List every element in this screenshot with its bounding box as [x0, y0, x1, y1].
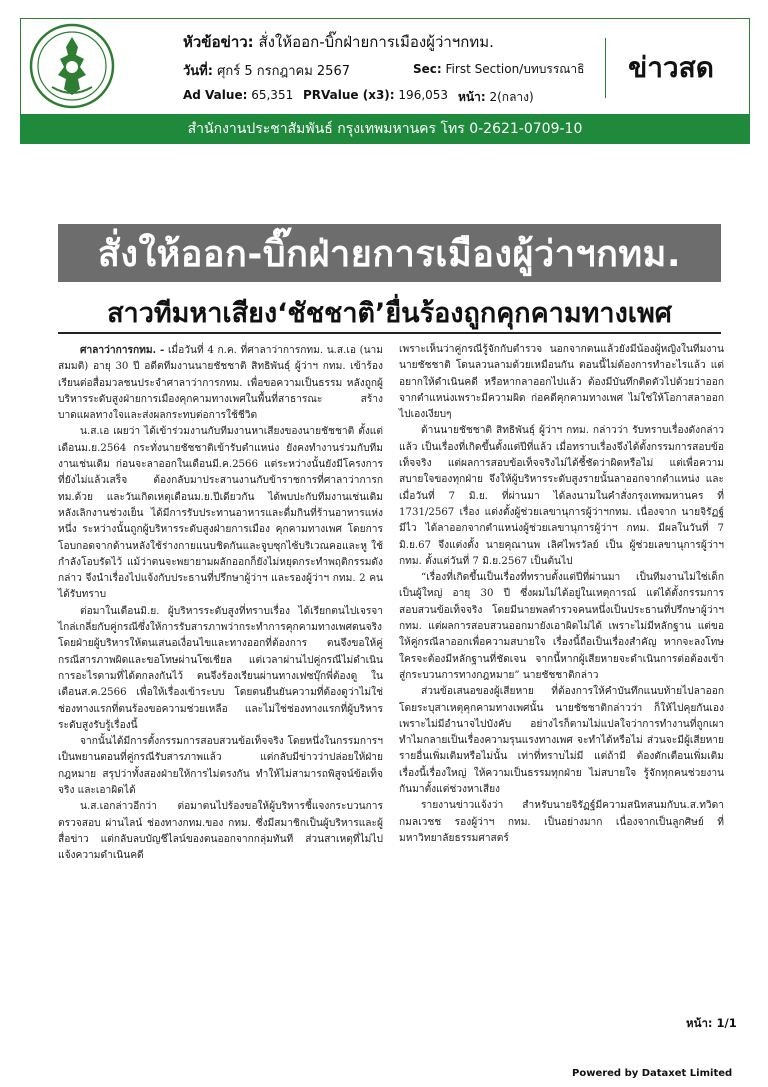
paragraph: น.ส.เอ เผยว่า ได้เข้าร่วมงานกับทีมงานหาเสียงของนายชัชชาติ ตั้งแต่เดือนม.ย.2564 กระทั่งนายชัชชาติเข้ารับตำแหน่ง ยังคงทำงานร่วมกับทีมงานเช่นเดิม ก่อนจะลาออกในเดือนมี.ค.2566 แต่ระหว่างนั้นยังมีโครงการที่ยังไม่แล้วเสร็จ ต้องกลับมาประสานงานกับข้าราชการที่ศาลาว่าการกทม.ด้วย และวันเกิดเหตุเดือนม.ย.ปีเดียวกัน ได้พบปะกับทีมงานเช่นเดิม หลังเลิกงานช่วงเย็น ได้มีการรับประทานอาหารและดื่มกินที่ร้านอาหารแห่งหนึ่ง ระหว่างนั้นถูกผู้บริหารระดับสูงฝ่ายการเมือง คุกคามทางเพศ โดยการโอบกอดจากด้านหลังใช้ร่างกายแนบชิดกันและจูบซุกไซ้บริเวณคอและหู ใช้กำลังโอบรัดไว้ แม้ว่าตนจะพยายามผลักออกก็ยังไม่หยุดกระทำพฤติกรรมดังกล่าว จึงนำเรื่องไปแจ้งกับประธานที่ปรึกษาผู้ว่าฯ และรองผู้ว่าฯ กทม. 2 คนได้รับทราบ: [58, 426, 383, 601]
ad-value: 65,351: [251, 88, 294, 102]
article-subheadline: สาวทีมหาเสียง‘ชัชชาติ’ยื่นร้องถูกคุกคามทางเพศ: [58, 292, 721, 334]
office-contact-bar: สำนักงานประชาสัมพันธ์ กรุงเทพมหานคร โทร 0-2621-0709-10: [20, 114, 750, 144]
pr-value-label: PRValue (x3):: [303, 88, 395, 102]
paragraph: ต่อมาในเดือนมิ.ย. ผู้บริหารระดับสูงที่ทราบเรื่อง ได้เรียกตนไปเจรจาไกล่เกลี่ยกับคู่กรณีซึ่งให้การรับสารภาพว่ากระทำการคุกคามทางเพศตนจริง โดยฝ่ายผู้บริหารให้ตนเสนอเงื่อนไขและทางออกที่ต้องการ ตนจึงขอให้คู่กรณีสารภาพผิดและขอโทษผ่านโซเชียล แต่เวลาผ่านไปคู่กรณีไม่ดำเนินการอะไรตามที่ได้ตกลงกันไว้ ตนจึงร้องเรียนผ่านทางเฟซบุ๊กพี่ต้องดู ในเดือนส.ค.2566 เพื่อให้เรื่องเข้าระบบ โดยตนยืนยันความที่ต้องดูว่าไม่ใช่ช่องทางแรกที่ตนร้องขอความช่วยเหลือ และไม่ใช่ช่องทางแรกที่ผู้บริหารระดับสูงรับรู้เรื่องนี้: [58, 605, 383, 731]
paragraph: “เรื่องที่เกิดขึ้นเป็นเรื่องที่ทราบตั้งแต่ปีที่ผ่านมา เป็นทีมงานไม่ใช่เด็กเป็นผู้ใหญ่ อายุ 30 ปี ซึ่งผมไม่ได้อยู่ในเหตุการณ์ แต่ได้ตั้งกรรมการสอบสวนข้อเท็จจริง โดยมีนายพลตำรวจคนหนึ่งเป็นประธานที่ปรึกษาผู้ว่าฯ กทม. แต่ผลการสอบสวนออกมายังเอาผิดไม่ได้ เพราะไม่มีหลักฐาน แต่ขอให้คู่กรณีลาออกเพื่อความสบายใจ เรื่องนี้ถือเป็นเรื่องสำคัญ หากจะลงโทษใครจะต้องมีหลักฐานที่ชัดเจน จากนี้หากผู้เสียหายจะดำเนินการต่อต้องเข้าสู่กระบวนการทางกฎหมาย” นายชัชชาติกล่าว: [399, 572, 724, 681]
topic-label: หัวข้อข่าว:: [183, 33, 254, 51]
paragraph: เพราะเห็นว่าคู่กรณีรู้จักกับตำรวจ นอกจากตนแล้วยังมีน้องผู้หญิงในทีมงานนายชัชชาติ โดนลวนลามด้วยเหมือนกัน ตอนนี้ไม่ต้องการทำอะไรแล้ว แต่อยากให้ดำเนินคดี หรือหากลาออกไปแล้ว ต้องมีบันทึกติดตัวไปด้วยว่าออกจากตำแหน่งเพราะมีความผิด ก่อคดีคุกคามทางเพศ ไม่ใช่ให้โอกาสลาออกไปเองเงียบๆ: [399, 344, 724, 421]
article-column-right: [399, 342, 724, 847]
paragraph: รายงานข่าวแจ้งว่า สำหรับนายจิรัฏฐ์มีความสนิทสนมกับน.ส.ทวิดา กมลเวชช รองผู้ว่าฯ กทม. เป็นอย่างมาก เนื่องจากเป็นลูกศิษย์ ที่มหาวิทยาลัยธรรมศาสตร์: [399, 800, 724, 844]
paragraph: จากนั้นได้มีการตั้งกรรมการสอบสวนข้อเท็จจริง โดยหนึ่งในกรรมการฯ เป็นพยานตอนที่คู่กรณีรับสารภาพแล้ว แต่กลับมีข่าวว่าปล่อยให้ฝ่ายกฎหมาย สรุปว่าทั้งสองฝ่ายให้การไม่ตรงกัน ทำให้ไม่สามารถพิสูจน์ข้อเท็จจริง และเอาผิดได้: [58, 736, 383, 797]
page-value: 2(กลาง): [489, 90, 534, 104]
paragraph: ด้านนายชัชชาติ สิทธิพันธุ์ ผู้ว่าฯ กทม. กล่าวว่า รับทราบเรื่องดังกล่าวแล้ว เป็นเรื่องที่เกิดขึ้นตั้งแต่ปีที่แล้ว เมื่อทราบเรื่องจึงได้ตั้งกรรมการสอบข้อเท็จจริง แต่ผลการสอบข้อเท็จจริงไม่ได้ชี้ชัดว่าผิดหรือไม่ แต่เพื่อความสบายใจของทุกฝ่าย จึงให้ผู้บริหารระดับสูงรายนั้นลาออกจากตำแหน่ง และเมื่อวันที่ 7 มิ.ย. ที่ผ่านมา ได้ลงนามในคำสั่งกรุงเทพมหานคร ที่ 1731/2567 เรื่อง แต่งตั้งผู้ช่วยเลขานุการผู้ว่าฯกทม. เนื่องจาก นายจิรัฏฐ์ มีไว ได้ลาออกจากตำแหน่งผู้ช่วยเลขานุการผู้ว่าฯ กทม. มีผลในวันที่ 7 มิ.ย.67 จึงแต่งตั้ง นายคุณานพ เลิศไพรวัลย์ เป็น ผู้ช่วยเลขานุการผู้ว่าฯ กทม. ตั้งแต่วันที่ 7 มิ.ย.2567 เป็นต้นไป: [399, 425, 724, 567]
dateline: ศาลาว่าการกทม. -: [80, 344, 165, 356]
date-value: ศุกร์ 5 กรกฎาคม 2567: [217, 64, 350, 79]
paragraph: ศาลาว่าการกทม. - เมื่อวันที่ 4 ก.ค. ที่ศาลาว่าการกทม. น.ส.เอ (นามสมมติ) อายุ 30 ปี อดีตทีมงานนายชัชชาติ สิทธิพันธุ์ ผู้ว่าฯ กทม. เข้าร้องเรียนต่อสื่อมวลชนประจำศาลาว่าการกทม. เพื่อขอความเป็นธรรม หลังถูกผู้บริหารระดับสูงฝ่ายการเมืองคุกคามทางเพศในพื้นที่สาธารณะ สร้างบาดแผลทางใจและส่งผลกระทบต่อการใช้ชีวิต: [58, 344, 383, 422]
section-label: Sec:: [413, 62, 442, 76]
page-count: หน้า: 1/1: [686, 1016, 737, 1030]
section-value: First Section/บทบรรณาธิ: [445, 62, 585, 76]
date-label: วันที่:: [183, 64, 213, 79]
topic-value: สั่งให้ออก-บิ๊กฝ่ายการเมืองผู้ว่าฯกทม.: [258, 33, 494, 51]
page-label: หน้า:: [458, 90, 486, 104]
ad-value-label: Ad Value:: [183, 88, 248, 102]
bangkok-seal-logo: [22, 23, 122, 109]
pr-value: 196,053: [398, 88, 449, 102]
article-headline: สั่งให้ออก-บิ๊กฝ่ายการเมืองผู้ว่าฯกทม.: [58, 224, 721, 282]
paragraph: น.ส.เอกล่าวอีกว่า ต่อมาตนไปร้องขอให้ผู้บริหารชี้แจงกระบวนการตรวจสอบ ผ่านไลน์ ช่องทางกทม.ของ กทม. ซึ่งมีสมาชิกเป็นผู้บริหารและผู้สื่อข่าว แต่กลับลบบัญชีไลน์ของตนออกจากกลุ่มทันที ส่วนสาเหตุที่ไม่ไปแจ้งความดำเนินคดี: [58, 801, 383, 862]
paragraph: ส่วนข้อเสนอของผู้เสียหาย ที่ต้องการให้คำบันทึกแนบท้ายไปลาออกโดยระบุสาเหตุคุกคามทางเพศนั้น นายชัชชาติกล่าวว่า ก็ให้ไปคุยกันเอง เพราะไม่มีอำนาจไปบังคับ อย่างไรก็ตามไม่แปลใจว่าการทำงานที่ถูกเผาทำไมกลายเป็นเรื่องความรุนแรงทางเพศ จะทำได้หรือไม่ ส่วนจะมีผู้เสียหายรายอื่นเพิ่มเติมหรือไม่นั้น เท่าที่ทราบไม่มี แต่ถ้ามี ต้องตักเตือนเพิ่มเติม เรื่องนี้เรื่องใหญ่ ให้ความเป็นธรรมทุกฝ่าย ไม่สบายใจ รู้จักทุกคนช่วยงานกันมาตั้งแต่ช่วงหาเสียง: [399, 686, 724, 796]
article-column-left: [58, 342, 383, 865]
powered-by: Powered by Dataxet Limited: [572, 1068, 733, 1079]
news-tag: ข่าวสด: [605, 38, 736, 98]
